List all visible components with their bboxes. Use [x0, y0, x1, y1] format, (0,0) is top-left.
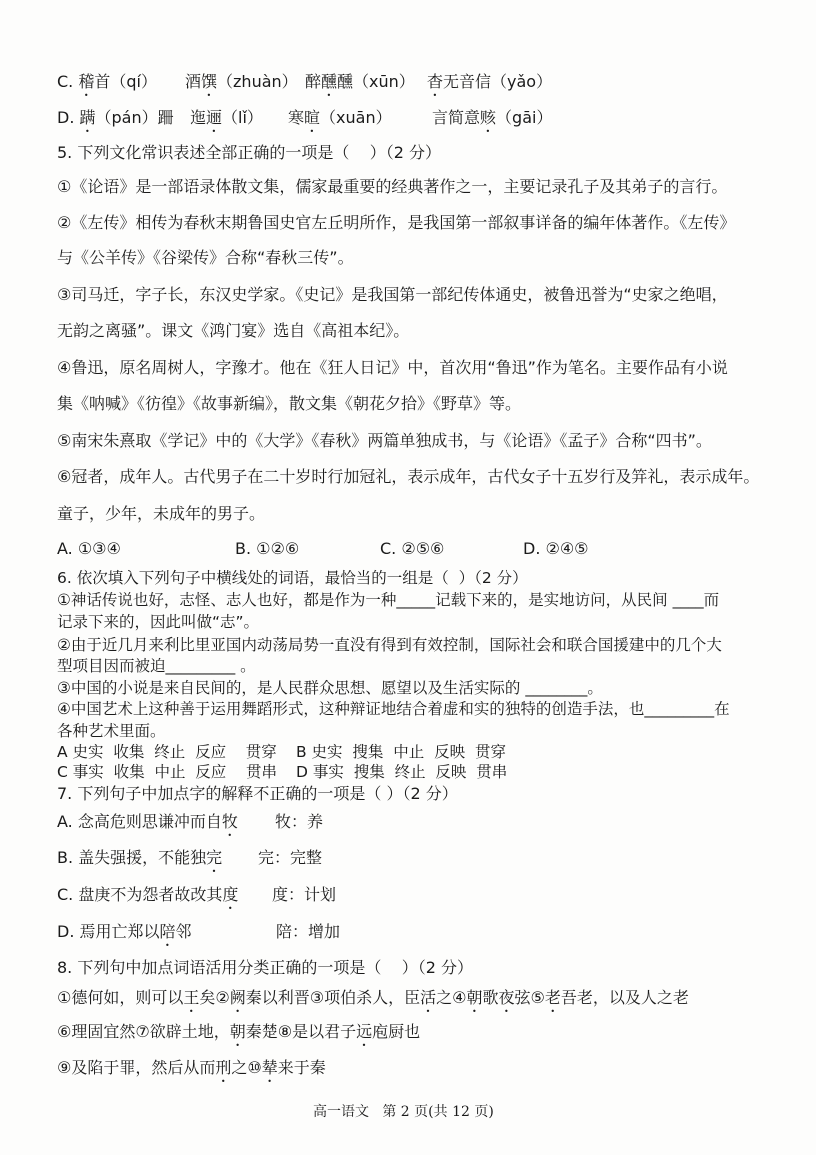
dotted-char: 陪: [159, 922, 176, 941]
dotted-char: 朝: [229, 1022, 246, 1041]
text: 醺（xūn）: [337, 72, 415, 91]
q5-line: 无韵之离骚”。课文《鸿门宴》选自《高祖本纪》。: [57, 321, 410, 340]
text: 矣②: [199, 988, 230, 1007]
q5-line: 童子，少年，未成年的男子。: [57, 504, 266, 523]
text: 醉: [305, 72, 322, 91]
text: 来于秦: [277, 1058, 326, 1077]
q7-explanation: 陪：增加: [276, 922, 341, 941]
dotted-char: 牧: [221, 812, 238, 831]
q5-line: ①《论语》是一部语录体散文集，儒家最重要的经典著作之一，主要记录孔子及其弟子的言行。: [57, 177, 728, 196]
q5-line: ⑥冠者，成年人。古代男子在二十岁时行加冠礼，表示成年，古代女子十五岁行及笄礼，表示成年。: [57, 467, 760, 486]
text: ⑥理固宜然⑦欲辟土地，: [57, 1022, 230, 1041]
text: 弦⑤: [514, 988, 545, 1007]
q5-option-a: A. ①③④: [57, 539, 121, 558]
dotted-char: 完: [206, 848, 223, 867]
text: B. 盖失强援，不能独: [57, 848, 207, 867]
q5-stem: 5. 下列文化常识表述全部正确的一项是（ ）（2 分）: [57, 143, 441, 162]
text: 酒: [185, 72, 202, 91]
q6-option-b: B 史实 搜集 中止 反映 贯穿: [296, 743, 506, 761]
q7-option-c: [57, 885, 797, 905]
text: 歌: [482, 988, 499, 1007]
dotted-char: 夜: [498, 988, 515, 1007]
q7-option-text: [57, 848, 222, 876]
q5-line: 集《呐喊》《彷徨》《故事新编》，散文集《朝花夕拾》《野草》等。: [57, 394, 522, 413]
text: D.: [57, 108, 80, 127]
q4-option-c-row: [57, 72, 797, 92]
text: 迤: [190, 108, 207, 127]
dotted-char: 逦: [206, 108, 223, 127]
q7-option-a: [57, 812, 797, 832]
dotted-char: 王: [183, 988, 200, 1007]
dotted-char: 赅: [480, 108, 497, 127]
q8-stem: 8. 下列句中加点词语活用分类正确的一项是（ ）（2 分）: [57, 958, 473, 977]
q6-line: ④中国艺术上这种善于运用舞蹈形式，这种辩证地结合着虚和实的独特的创造手法，也_________在: [57, 700, 730, 718]
q6-option-a: A 史实 收集 终止 反应 贯穿: [57, 743, 277, 761]
q6-options-row-1: [57, 742, 797, 762]
q7-stem: 7. 下列句子中加点字的解释不正确的一项是（ ）（2 分）: [57, 784, 458, 803]
dotted-char: 老: [544, 988, 561, 1007]
q4-c-item-2: [185, 72, 298, 100]
q5-options: [57, 539, 797, 559]
q8-line: [57, 1022, 797, 1042]
dotted-char: 阙: [229, 988, 246, 1007]
text: 秦楚⑧是以君子: [245, 1022, 357, 1041]
q5-line: ③司马迁，字子长，东汉史学家。《史记》是我国第一部纪传体通史，被鲁迅誉为“史家之绝唱，: [57, 285, 728, 304]
text: ①德何如，则可以: [57, 988, 184, 1007]
text: ⑨及陷于罪，然后从而: [57, 1058, 216, 1077]
q8-line: [57, 988, 797, 1008]
q7-option-text: [57, 885, 238, 913]
q6-line: ①神话传说也好，志怪、志人也好，都是作为一种_____记载下来的，是实地访问，从民间 ____而: [57, 591, 720, 609]
q8-line: [57, 1058, 797, 1078]
text: 秦以利晋③项伯杀人，臣: [245, 988, 421, 1007]
q4-d-item-3: [288, 108, 392, 136]
q7-explanation: 完：完整: [258, 848, 323, 867]
text: 庖厨也: [372, 1022, 421, 1041]
text: 邻: [175, 922, 192, 941]
text: （pán）跚: [95, 108, 174, 127]
text: A. 念高危则思谦冲而自: [57, 812, 222, 831]
dotted-char: 辇: [261, 1058, 278, 1077]
page-footer: 高一语文 第 2 页(共 12 页): [313, 1104, 494, 1120]
text: 寒: [288, 108, 305, 127]
q6-line: ③中国的小说是来自民间的，是人民群众思想、愿望以及生活实际的 ________。: [57, 679, 603, 697]
q5-option-d: D. ②④⑤: [523, 539, 589, 558]
q4-c-item-3: [305, 72, 415, 100]
q5-line: ⑤南宋朱熹取《学记》中的《大学》《春秋》两篇单独成书，与《论语》《孟子》合称“四书”。: [57, 431, 712, 450]
q7-option-b: [57, 848, 797, 868]
q5-line: 与《公羊传》《谷梁传》合称“春秋三传”。: [57, 248, 354, 267]
q7-explanation: 度：计划: [272, 885, 337, 904]
q7-option-text: [57, 812, 238, 840]
q5-line: ④鲁迅，原名周树人，字豫才。他在《狂人日记》中，首次用“鲁迅”作为笔名。主要作品有小说: [57, 358, 728, 377]
text: 吾老，以及人之老: [560, 988, 689, 1007]
text: D. 焉用亡郑以: [57, 922, 160, 941]
text: （gāi）: [496, 108, 553, 127]
dotted-char: 杳: [427, 72, 444, 91]
q4-option-d-row: [57, 108, 797, 128]
q6-options-row-2: [57, 762, 797, 782]
dotted-char: 度: [222, 885, 239, 904]
text: C. 盘庚不为怨者故改其: [57, 885, 223, 904]
dotted-char: 醺: [321, 72, 338, 91]
text: C.: [57, 72, 79, 91]
text: 首（qí）: [94, 72, 157, 91]
dotted-char: 远: [356, 1022, 373, 1041]
q4-c-item-4: [427, 72, 552, 100]
dotted-char: 暄: [304, 108, 321, 127]
q4-d-item-4: [432, 108, 552, 136]
text: 之⑩: [231, 1058, 262, 1077]
dotted-char: 刑: [215, 1058, 232, 1077]
q6-line: 各种艺术里面。: [57, 722, 166, 740]
dotted-char: 稽: [78, 72, 95, 91]
q4-d-item-2: [190, 108, 263, 136]
text: （zhuàn）: [217, 72, 298, 91]
text: 无音信（yǎo）: [443, 72, 553, 91]
q5-option-b: B. ①②⑥: [235, 539, 300, 558]
q6-option-c: C 事实 收集 中止 反应 贯串: [57, 763, 278, 781]
dotted-char: 蹒: [79, 108, 96, 127]
q6-line: 型项目因而被迫_________ 。: [57, 657, 256, 675]
q5-option-c: C. ②⑤⑥: [380, 539, 445, 558]
q6-option-d: D 事实 搜集 终止 反映 贯串: [296, 763, 508, 781]
text: （xuān）: [320, 108, 392, 127]
q7-option-text: [57, 922, 192, 950]
q5-line: ②《左传》相传为春秋末期鲁国史官左丘明所作，是我国第一部叙事详备的编年体著作。《左传》: [57, 213, 736, 232]
q7-option-d: [57, 922, 797, 942]
dotted-char: 朝: [466, 988, 483, 1007]
text: （lǐ）: [222, 108, 263, 127]
q4-d-item-1: [57, 108, 174, 136]
dotted-char: 馔: [201, 72, 218, 91]
dotted-char: 活: [420, 988, 437, 1007]
q7-explanation: 牧：养: [275, 812, 324, 831]
text: 言简意: [432, 108, 481, 127]
text: 之④: [436, 988, 467, 1007]
q6-stem: 6. 依次填入下列句子中横线处的词语，最恰当的一组是（ ）（2 分）: [57, 569, 528, 587]
q6-line: 记录下来的，因此叫做“志”。: [57, 613, 260, 631]
q6-line: ②由于近几月来利比里亚国内动荡局势一直没有得到有效控制，国际社会和联合国援建中的几个大: [57, 636, 722, 654]
q4-c-item-1: [57, 72, 157, 100]
